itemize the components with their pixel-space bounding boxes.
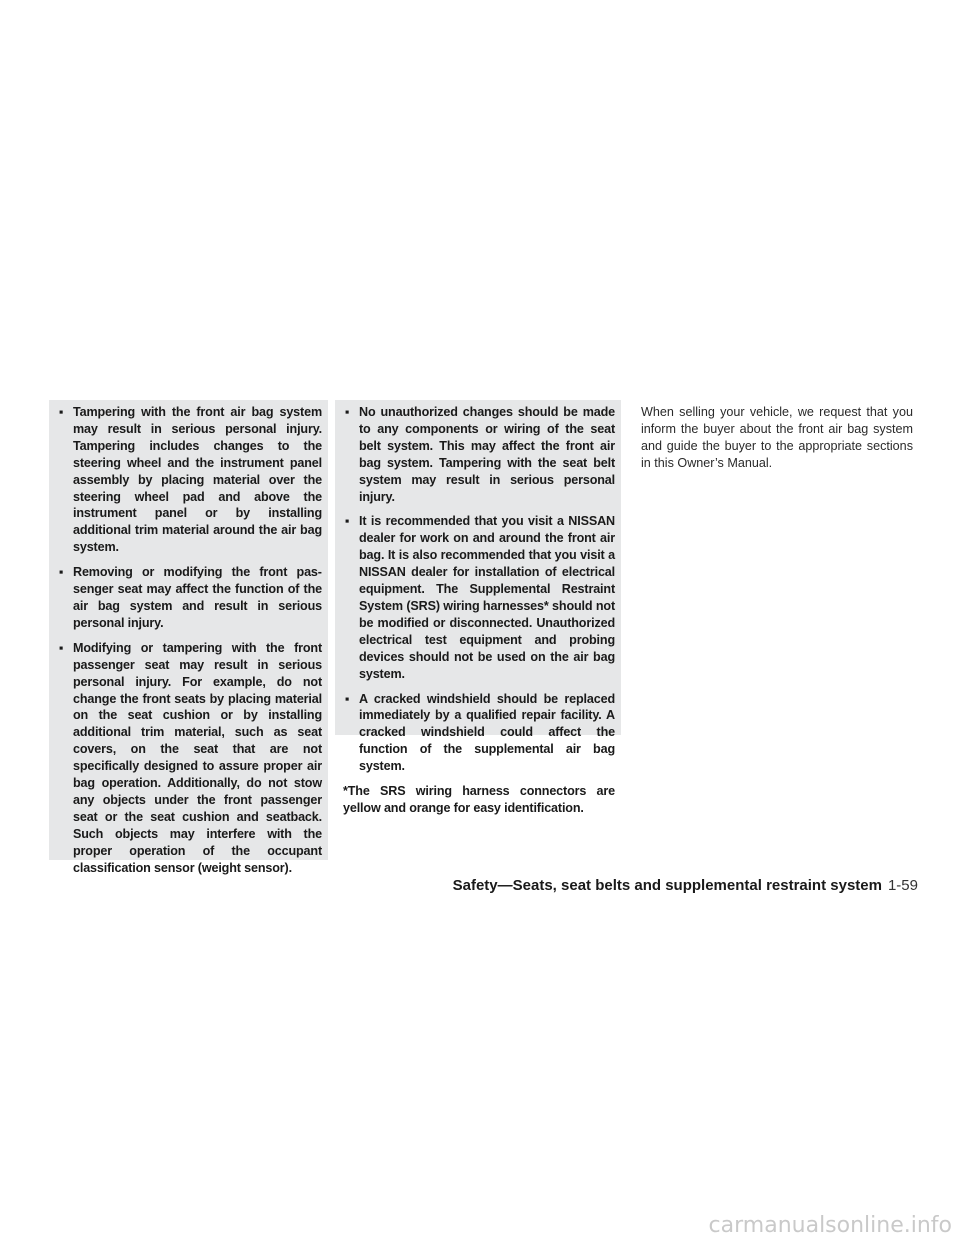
list-item: ▪ It is recommended that you visit a NISSAN dealer for work on and around the front air bag. It is also recommended that you visit a NISSAN dealer for installation of electrical equipment. The Supplemental Restraint System (SRS) wiring harnesses* should not be modified or disconnected. Unauthorized electrical test equipment and probing devices should not be used on the air bag system. [345, 514, 615, 681]
bullet-icon: ▪ [345, 514, 350, 529]
bullet-icon: ▪ [345, 405, 350, 419]
watermark: carmanualsonline.info [708, 1213, 952, 1238]
list-item: ▪ A cracked windshield should be replaced immediately by a qualified repair facility. A cracked windshield could affect the function of the supplemental air bag system. [345, 691, 615, 774]
page-number: 1-59 [887, 877, 918, 894]
section-title: Safety—Seats, seat belts and supplemental restraint system [452, 877, 882, 894]
list-item: ▪ Tampering with the front air bag system may result in serious personal injury. Tampering includes changes to the steering wheel and the instrument panel assembly by placing material over the steering wheel pad and above the instrument panel or by installing additional trim material around the air bag system. [59, 405, 322, 555]
bullet-icon: ▪ [59, 405, 64, 419]
warning-column-left [57, 404, 322, 884]
list-item: ▪ No unauthorized changes should be made to any components or wiring of the seat belt system. This may affect the front air bag system. Tampering with the seat belt system may result in serious personal injury. [345, 405, 615, 504]
warning-list-middle [343, 404, 615, 775]
page-footer [453, 877, 918, 894]
warning-column-middle [343, 404, 615, 817]
list-item: ▪ Modifying or tampering with the front passenger seat may result in serious personal injury. For example, do not change the front seats by placing material on the seat cushion or by installing additional trim material, such as seat covers, on the seat that are not specifically designed to assure proper air bag operation. Additionally, do not stow any objects under the front passenger seat or the seat cushion and seatback. Such objects may interfere with the proper operation of the occupant classification sensor (weight sensor). [59, 640, 322, 875]
bullet-icon: ▪ [345, 691, 350, 706]
bullet-icon: ▪ [59, 565, 64, 580]
warning-list-left [57, 404, 322, 876]
list-item: ▪ Removing or modifying the front passenger seat may affect the function of the air bag system and result in serious personal injury. [59, 565, 322, 630]
body-paragraph: When selling your vehicle, we request that you inform the buyer about the front air bag system and guide the buyer to the appropriate sections in this Owner’s Manual. [641, 405, 913, 470]
srs-footnote: *The SRS wiring harness connectors are yellow and orange for easy identification. [343, 784, 615, 815]
bullet-icon: ▪ [59, 640, 64, 655]
